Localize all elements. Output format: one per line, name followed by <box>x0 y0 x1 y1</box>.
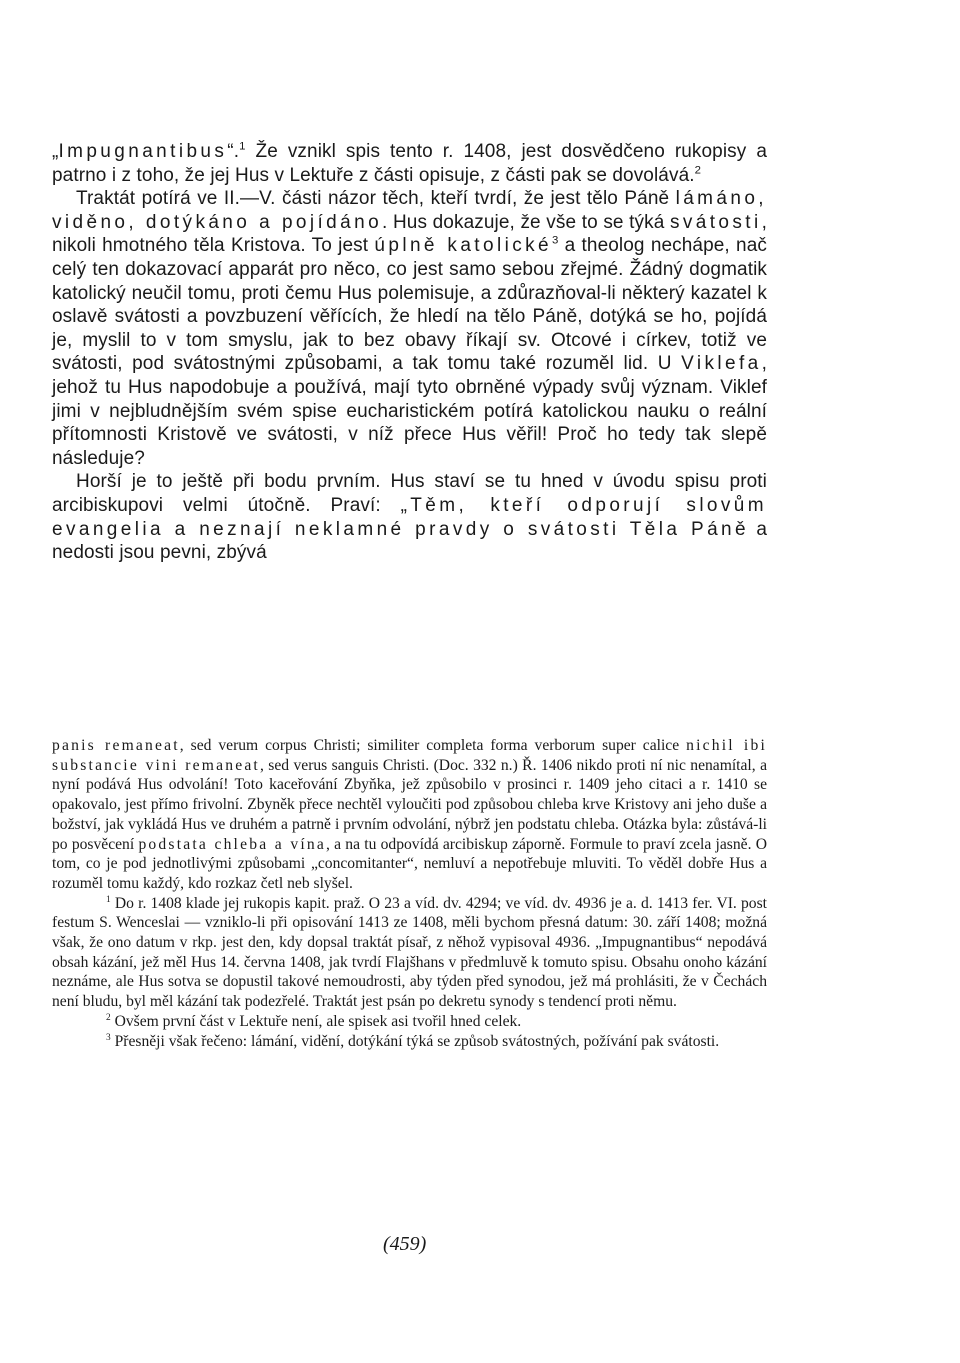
text-run: “. <box>227 141 240 162</box>
footnote-continuation <box>52 736 767 894</box>
text-run: , a na tu odpovídá arcibiskup záporně. Formule to praví zcela jasně. O tom, co je pod jednotlivými způsobami „concomitanter“, nemluví a nepotřebuje mluviti. To věděl dobře Hus a rozuměl tomu každý, kdo rozkaz četl neb slyšel. <box>52 835 767 892</box>
footnote-mark: 1 <box>106 894 111 905</box>
text-run: Traktát potírá ve II.—V. části názor těch, kteří tvrdí, že jest tělo Páně <box>76 188 676 210</box>
footnote-1 <box>52 894 767 1012</box>
spaced-text: Impugnantibus <box>58 141 228 162</box>
text-run: „ <box>52 141 59 162</box>
text-run: , sed verus sanguis Christi. (Doc. 332 n.) Ř. 1406 nikdo proti ní nic nenamítal, a nyní podává Hus odvolání! Toto kaceřování Zbyňka, jež způsobilo v prosinci r. 1409 jeho citaci a r. 1410 se opakovalo, jest přímo frivolní. Zbyněk přece nechtěl vyloučiti pod způsobou chleba krve Kristovy ani jeho duše a božství, jak vykládá Hus ve druhém a patrně i prvním odvolání, nýbrž jen podstatu chleba. Otázka byla: zůstává-li po posvěcení <box>52 756 767 853</box>
spaced-text: panis remaneat <box>52 737 180 754</box>
paragraph-1 <box>52 140 767 187</box>
spaced-text: svátosti <box>669 211 762 233</box>
footnote-mark: 2 <box>106 1012 111 1023</box>
main-text-column <box>52 140 767 565</box>
spaced-text: Viklefa <box>681 353 762 375</box>
main-text <box>52 140 767 565</box>
text-run: , jehož tu Hus napodobuje a používá, mají tyto obrněné výpady svůj význam. Viklef jimi v nejbludnějším svém spise eucharistickém potírá katolickou nauku o reální přítomnosti Kristově ve svátosti, v níž přece Hus věřil! Proč ho tedy tak slepě následuje? <box>52 353 767 469</box>
footnote-text: Ovšem první část v Lektuře není, ale spisek asi tvořil hned celek. <box>110 1012 522 1030</box>
text-run: , sed verum corpus Christi; similiter completa forma verborum super calice <box>179 737 687 754</box>
footnote-3 <box>52 1032 767 1052</box>
text-run: , nikoli hmotného těla Kristova. To jest <box>52 211 767 257</box>
text-run: a theolog nechápe, nač celý ten dokazovací apparát pro něco, co jest samo sebou zřejmé. Žádný dogmatik katolický neučil tomu, proti čemu Hus polemisuje, a zdůrazňoval-li některý kazatel k oslavě svátosti a povzbuzení věřících, že hledí na tělo Páně, dotýká se ho, pojídá je, myslil to v tom smyslu, jak to bez obavy říkají sv. Otcové i církev, totiž ve svátosti, pod svátostnými způsobami, a tak tomu také rozuměl lid. U <box>52 235 767 375</box>
spaced-text: úplně katolické <box>374 235 552 257</box>
spaced-text: nichil ibi substancie vini remaneat <box>52 737 767 774</box>
spaced-text: „Těm, kteří odporují slovům evangelia a neznají neklamné pravdy o svátosti Těla Páně <box>52 494 767 540</box>
page-number: (459) <box>383 1233 427 1255</box>
paragraph-2 <box>52 187 767 470</box>
footnote-text: Přesněji však řečeno: lámání, vidění, dotýkání týká se způsob svátostných, požívání pak svátosti. <box>110 1032 720 1050</box>
footnote-mark: 3 <box>106 1032 111 1043</box>
spaced-text: podstata chleba a vína <box>138 835 326 853</box>
text-run: a nedosti jsou pevni, zbývá <box>52 518 767 564</box>
text-run: Horší je to ještě při bodu prvním. Hus staví se tu hned v úvodu spisu proti arcibiskupovi velmi útočně. Praví: <box>52 471 767 516</box>
footnote-2 <box>52 1012 767 1032</box>
text-run: Že vznikl spis tento r. 1408, jest dosvědčeno rukopisy a patrno i z toho, že jej Hus v Lektuře z části opisuje, z části pak se dovolává. <box>52 141 767 186</box>
spaced-text: lámáno, viděno, dotýkáno a pojídáno <box>52 188 767 233</box>
footnotes <box>52 736 767 1051</box>
footnote-ref-2: 2 <box>694 164 702 177</box>
footnote-ref-1: 1 <box>239 140 246 153</box>
footnote-ref-3: 3 <box>551 235 559 248</box>
footnote-text: Do r. 1408 klade jej rukopis kapit. praž. O 23 a víd. dv. 4294; ve víd. dv. 4936 je a. d. 1413 fer. VI. post festum S. Wenceslai — vzniklo-li při opisování 1413 ze 1408, měli bychom přesná datum: 30. září 1408; možná však, že ono datum v rkp. jest den, kdy dopsal traktát písař, z něhož vypisoval 4936. „Impugnantibus“ nepodává obsah kázání, jež měl Hus 14. června 1408, jak tvrdí Flajšhans v předmluvě k tomuto spisu. Obsahu onoho kázání neznáme, ale Hus sotva se dopustil takové nemoudrosti, aby týden před synodou, jež má prohlásiti, že v Čechách není bludu, byl měl kázání tak podezřelé. Traktát jest psán po dekretu synody s tendencí proti němu. <box>52 894 767 1011</box>
paragraph-3 <box>52 470 767 564</box>
text-run: . Hus dokazuje, že vše to se týká <box>382 211 670 233</box>
